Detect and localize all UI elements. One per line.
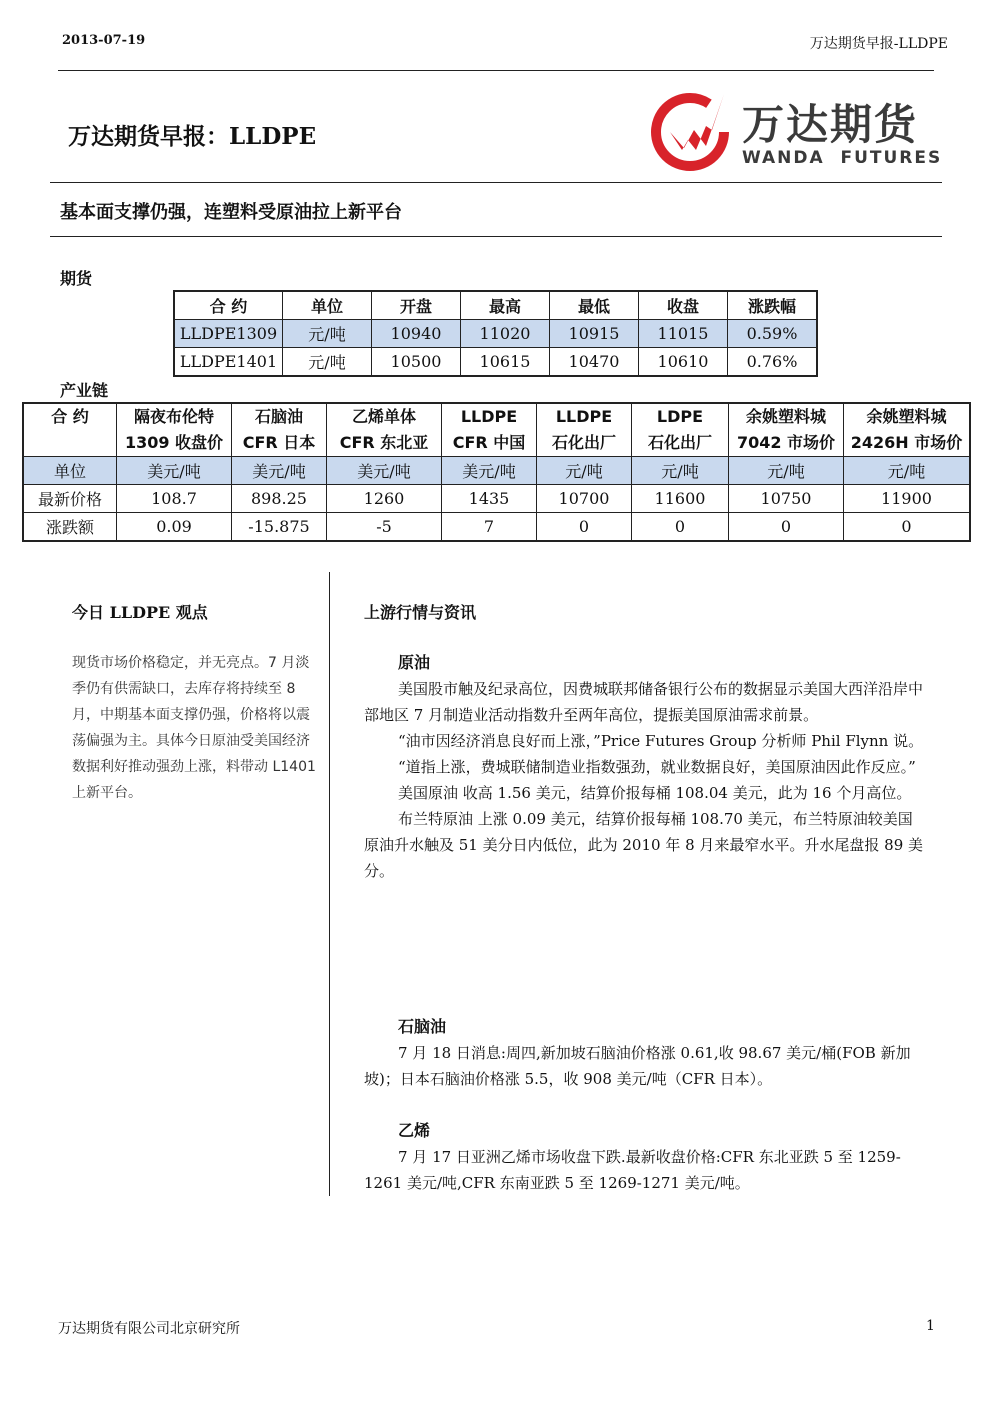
- futures-header-cell: 最低: [550, 291, 639, 320]
- chain-header-line2: 1309 收盘价: [124, 433, 224, 452]
- chain-section-label: 产业链: [60, 381, 109, 400]
- chain-cell: 单位: [23, 457, 117, 485]
- chain-cell: 1435: [442, 485, 537, 513]
- wanda-logo-icon: [650, 86, 738, 174]
- futures-header-row: [174, 291, 817, 320]
- title-divider: [50, 182, 942, 183]
- chain-header-cell: [632, 403, 729, 457]
- futures-cell: 0.59%: [728, 320, 818, 348]
- news-paragraph: 美国股市触及纪录高位，因费城联邦储备银行公布的数据显示美国大西洋沿岸中部地区 7 月制造业活动指数升至两年高位，提振美国原油需求前景。: [364, 680, 924, 724]
- chain-header-cell: [844, 403, 971, 457]
- chain-header-cell: [729, 403, 844, 457]
- news-paragraph: 美国原油 收高 1.56 美元，结算价报每桶 108.04 美元，此为 16 个月高位。: [398, 784, 912, 802]
- ethylene-heading: 乙烯: [398, 1121, 431, 1140]
- chain-header-row: [23, 403, 970, 457]
- chain-header-line1: 石脑油: [254, 407, 303, 426]
- futures-cell: 0.76%: [728, 348, 818, 377]
- chain-header-line2: 石化出厂: [647, 433, 712, 452]
- viewpoint-body: 现货市场价格稳定，并无亮点。7 月淡季仍有供需缺口，去库存将持续至 8 月，中期基本面支撑仍强，价格将以震荡偏强为主。具体今日原油受美国经济数据利好推动强劲上涨，料带动 L1401 上新平台。: [72, 655, 316, 801]
- futures-cell: 元/吨: [283, 348, 372, 377]
- futures-cell: LLDPE1401: [174, 348, 283, 377]
- chain-cell: 美元/吨: [442, 457, 537, 485]
- chain-cell: 元/吨: [537, 457, 632, 485]
- upstream-news-title: 上游行情与资讯: [364, 603, 477, 622]
- chain-header-line1: 余姚塑料城: [866, 407, 947, 426]
- chain-header-line2: CFR 东北亚: [339, 433, 429, 452]
- chain-cell: 元/吨: [632, 457, 729, 485]
- news-paragraph: 7 月 17 日亚洲乙烯市场收盘下跌.最新收盘价格:CFR 东北亚跌 5 至 1259-1261 美元/吨,CFR 东南亚跌 5 至 1269-1271 美元/吨。: [364, 1148, 901, 1192]
- futures-header-cell: 开盘: [372, 291, 461, 320]
- chain-cell: -15.875: [232, 513, 327, 542]
- chain-cell: 11900: [844, 485, 971, 513]
- wanda-futures-logo: [650, 86, 943, 174]
- futures-table: [173, 290, 818, 377]
- ethylene-section: [364, 1118, 924, 1196]
- futures-header-cell: 单位: [283, 291, 372, 320]
- futures-header-cell: 涨跌幅: [728, 291, 818, 320]
- chain-cell: 元/吨: [844, 457, 971, 485]
- chain-header-cell: [232, 403, 327, 457]
- table-row: [23, 485, 970, 513]
- chain-cell: 涨跌额: [23, 513, 117, 542]
- chain-cell: 最新价格: [23, 485, 117, 513]
- chain-cell: 1260: [327, 485, 442, 513]
- chain-header-cell: [327, 403, 442, 457]
- naphtha-heading: 石脑油: [398, 1017, 447, 1036]
- naphtha-section: [364, 1014, 924, 1092]
- chain-header-line1: 余姚塑料城: [745, 407, 826, 426]
- chain-header-line1: LLDPE: [460, 407, 518, 426]
- futures-header-cell: 合 约: [174, 291, 283, 320]
- chain-cell: 10700: [537, 485, 632, 513]
- futures-cell: 元/吨: [283, 320, 372, 348]
- viewpoint-title: 今日 LLDPE 观点: [72, 603, 208, 622]
- news-paragraph: 布兰特原油 上涨 0.09 美元，结算价报每桶 108.70 美元，布兰特原油较美国原油升水触及 51 美分日内低位，此为 2010 年 8 月来最窄水平。升水尾盘报 89 美分。: [364, 810, 924, 880]
- chain-cell: 0.09: [117, 513, 232, 542]
- chain-cell: 美元/吨: [117, 457, 232, 485]
- chain-header-cell: [537, 403, 632, 457]
- chain-header-line2: 2426H 市场价: [850, 433, 963, 452]
- logo-text-en: WANDA FUTURES: [742, 148, 943, 168]
- futures-cell: 10610: [639, 348, 728, 377]
- table-row: [174, 320, 817, 348]
- chain-cell: 0: [844, 513, 971, 542]
- news-paragraph: “油市因经济消息良好而上涨，”Price Futures Group 分析师 Phil Flynn 说。: [398, 732, 924, 750]
- headline-divider: [50, 236, 942, 237]
- chain-cell: 898.25: [232, 485, 327, 513]
- chain-cell: 0: [537, 513, 632, 542]
- chain-cell: 美元/吨: [232, 457, 327, 485]
- futures-cell: 10615: [461, 348, 550, 377]
- column-divider: [329, 572, 330, 1196]
- chain-header-cell: [442, 403, 537, 457]
- futures-cell: 10940: [372, 320, 461, 348]
- futures-cell: 10500: [372, 348, 461, 377]
- futures-cell: 11020: [461, 320, 550, 348]
- futures-header-cell: 收盘: [639, 291, 728, 320]
- chain-cell: 0: [729, 513, 844, 542]
- headline: 基本面支撑仍强，连塑料受原油拉上新平台: [60, 202, 402, 223]
- table-row: [23, 457, 970, 485]
- chain-header-line2: 石化出厂: [551, 433, 616, 452]
- chain-header-line2: CFR 中国: [452, 433, 526, 452]
- industry-chain-table: [22, 402, 971, 542]
- chain-cell: 元/吨: [729, 457, 844, 485]
- report-date: 2013-07-19: [62, 33, 146, 48]
- chain-cell: 108.7: [117, 485, 232, 513]
- header-divider: [58, 70, 934, 71]
- chain-header-line1: 合 约: [51, 407, 89, 426]
- chain-header-line1: LLDPE: [555, 407, 613, 426]
- footer-company: 万达期货有限公司北京研究所: [58, 1321, 240, 1337]
- chain-header-cell: [23, 403, 117, 457]
- chain-header-cell: [117, 403, 232, 457]
- news-paragraph: “道指上涨，费城联储制造业指数强劲，就业数据良好，美国原油因此作反应。”: [398, 758, 916, 776]
- chain-cell: 10750: [729, 485, 844, 513]
- chain-cell: 0: [632, 513, 729, 542]
- chain-header-line2: 7042 市场价: [736, 433, 836, 452]
- futures-section-label: 期货: [60, 269, 93, 288]
- futures-cell: 10470: [550, 348, 639, 377]
- crude-heading: 原油: [398, 653, 431, 672]
- page-number: 1: [926, 1318, 935, 1334]
- page-title: 万达期货早报：LLDPE: [68, 123, 317, 150]
- futures-cell: LLDPE1309: [174, 320, 283, 348]
- crude-section: [364, 650, 924, 884]
- header-report-name: 万达期货早报-LLDPE: [809, 36, 948, 52]
- chain-header-line1: 隔夜布伦特: [133, 407, 214, 426]
- futures-header-cell: 最高: [461, 291, 550, 320]
- futures-cell: 11015: [639, 320, 728, 348]
- chain-header-line1: LDPE: [656, 407, 704, 426]
- table-row: [174, 348, 817, 377]
- news-paragraph: 7 月 18 日消息:周四,新加坡石脑油价格涨 0.61,收 98.67 美元/桶(FOB 新加坡)；日本石脑油价格涨 5.5，收 908 美元/吨（CFR 日本）。: [364, 1044, 911, 1088]
- futures-cell: 10915: [550, 320, 639, 348]
- chain-cell: -5: [327, 513, 442, 542]
- logo-text-cn: 万达期货: [742, 100, 919, 149]
- chain-header-line2: CFR 日本: [242, 433, 316, 452]
- table-row: [23, 513, 970, 542]
- chain-header-line1: 乙烯单体: [351, 407, 416, 426]
- chain-cell: 11600: [632, 485, 729, 513]
- chain-cell: 7: [442, 513, 537, 542]
- chain-cell: 美元/吨: [327, 457, 442, 485]
